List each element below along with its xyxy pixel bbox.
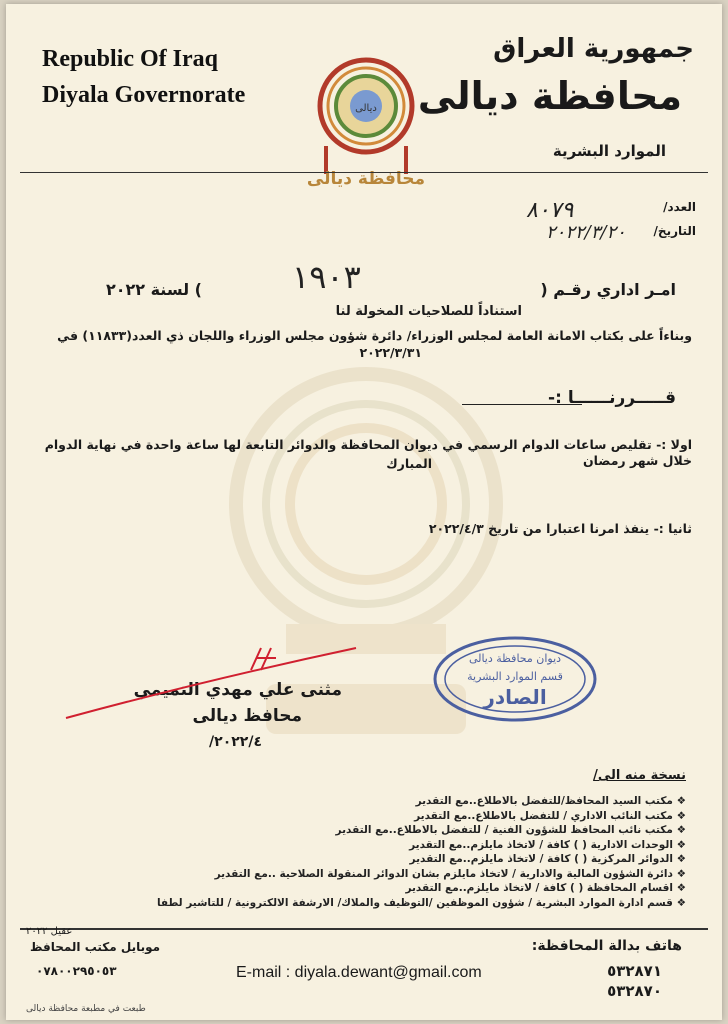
logo-badge-text: ديالى bbox=[355, 103, 377, 114]
list-item: ❖ قسم ادارة الموارد البشرية / شؤون الموظفين /التوظيف والملاك/ الارشفة الالكترونية / للتاشير لطفا bbox=[166, 896, 686, 911]
mobile-label: موبايل مكتب المحافظ bbox=[30, 940, 161, 954]
list-item: ❖ مكتب النائب الاداري / للتفضل بالاطلاع..مع التقدير bbox=[166, 809, 686, 824]
list-item: ❖ اقسام المحافظة ( ) كافة / لاتخاذ مايلزم..مع التقدير bbox=[166, 881, 686, 896]
footer-note: عقيل ٢٠٢٢ bbox=[26, 926, 73, 937]
list-item: ❖ مكتب السيد المحافظ/للتفضل بالاطلاع..مع التقدير bbox=[166, 794, 686, 809]
copy-heading: نسخة منه الى/ bbox=[593, 768, 686, 783]
authority-line: استناداً للصلاحيات المخولة لنا bbox=[335, 304, 522, 319]
decided-heading: قـــــررنــــــا :- bbox=[548, 388, 676, 408]
clause-first: اولا :- تقليص ساعات الدوام الرسمي في ديوان المحافظة والدوائر التابعة لها ساعة واحدة في نهاية الدوام خلال شهر رمضان bbox=[44, 437, 692, 468]
stamp-line2: قسم الموارد البشرية bbox=[467, 670, 563, 683]
signatory-name: مثنى علي مهدي التميمي bbox=[133, 680, 342, 700]
signature-strike bbox=[56, 640, 366, 730]
header-divider bbox=[20, 172, 708, 173]
governorate-heading: Diyala Governorate bbox=[42, 82, 246, 108]
republic-heading: Republic Of Iraq bbox=[42, 46, 219, 72]
list-item: ❖ الدوائر المركزية ( ) كافة / لاتخاذ مايلزم..مع التقدير bbox=[166, 852, 686, 867]
clause-second: ثانيا :- ينفذ امرنا اعتبارا من تاريخ ٢٠٢٢/٤/٣ bbox=[428, 521, 692, 536]
phone-two: ٥٣٢٨٧٠ bbox=[607, 982, 662, 1000]
order-number: ١٩٠٣ bbox=[292, 258, 361, 296]
arabic-department: الموارد البشرية bbox=[552, 142, 666, 160]
email-address[interactable]: E-mail : diyala.dewant@gmail.com bbox=[236, 964, 482, 981]
list-item: ❖ مكتب نائب المحافظ للشؤون الفنية / للتفضل بالاطلاع..مع التقدير bbox=[166, 823, 686, 838]
date-value: ٢٠٢٢/٣/٢٠ bbox=[546, 222, 626, 243]
order-title: امـر اداري رقـم ( bbox=[540, 280, 676, 299]
mobile-number: ٠٧٨٠٠٢٩٥٠٥٣ bbox=[36, 964, 117, 978]
arabic-republic: جمهورية العراق bbox=[493, 34, 694, 64]
list-item: ❖ دائرة الشؤون المالية والادارية / لاتخاذ مايلزم بشان الدوائر المنقولة الصلاحية ..مع التقدير bbox=[166, 867, 686, 882]
basis-line: وبناءاً على بكتاب الامانة العامة لمجلس الوزراء/ دائرة شؤون مجلس الوزراء واللجان ذي العدد(١١٨٣٣) في bbox=[57, 328, 692, 343]
logo-caption: محافظة ديالى bbox=[306, 169, 426, 189]
copy-list bbox=[156, 794, 686, 910]
number-label: العدد/ bbox=[663, 200, 696, 214]
signature-date: ٢٠٢٢/٤/ bbox=[209, 734, 262, 750]
number-value: ٨٠٧٩ bbox=[526, 198, 574, 223]
list-item: ❖ الوحدات الادارية ( ) كافة / لاتخاذ مايلزم..مع التقدير bbox=[166, 838, 686, 853]
stamp-line1: ديوان محافظة ديالى bbox=[468, 652, 562, 665]
footer-divider bbox=[20, 928, 708, 930]
date-label: التاريخ/ bbox=[653, 224, 696, 238]
signatory-title: محافظ ديالى bbox=[192, 706, 302, 726]
arabic-governorate: محافظة ديالى bbox=[417, 74, 682, 118]
official-stamp bbox=[431, 634, 599, 724]
phone-label: هاتف بدالة المحافظة: bbox=[531, 938, 682, 954]
document-page bbox=[6, 4, 722, 1020]
governorate-logo bbox=[306, 56, 426, 196]
stamp-line3: الصادر bbox=[483, 685, 547, 709]
order-year: ) لسنة ٢٠٢٢ bbox=[105, 280, 202, 299]
clause-first-continued: المبارك bbox=[386, 456, 432, 471]
printer-note: طبعت في مطبعة محافظة ديالى bbox=[26, 1004, 146, 1014]
phone-one: ٥٣٢٨٧١ bbox=[607, 962, 662, 980]
basis-date: ٢٠٢٢/٣/٣١ bbox=[359, 345, 422, 360]
